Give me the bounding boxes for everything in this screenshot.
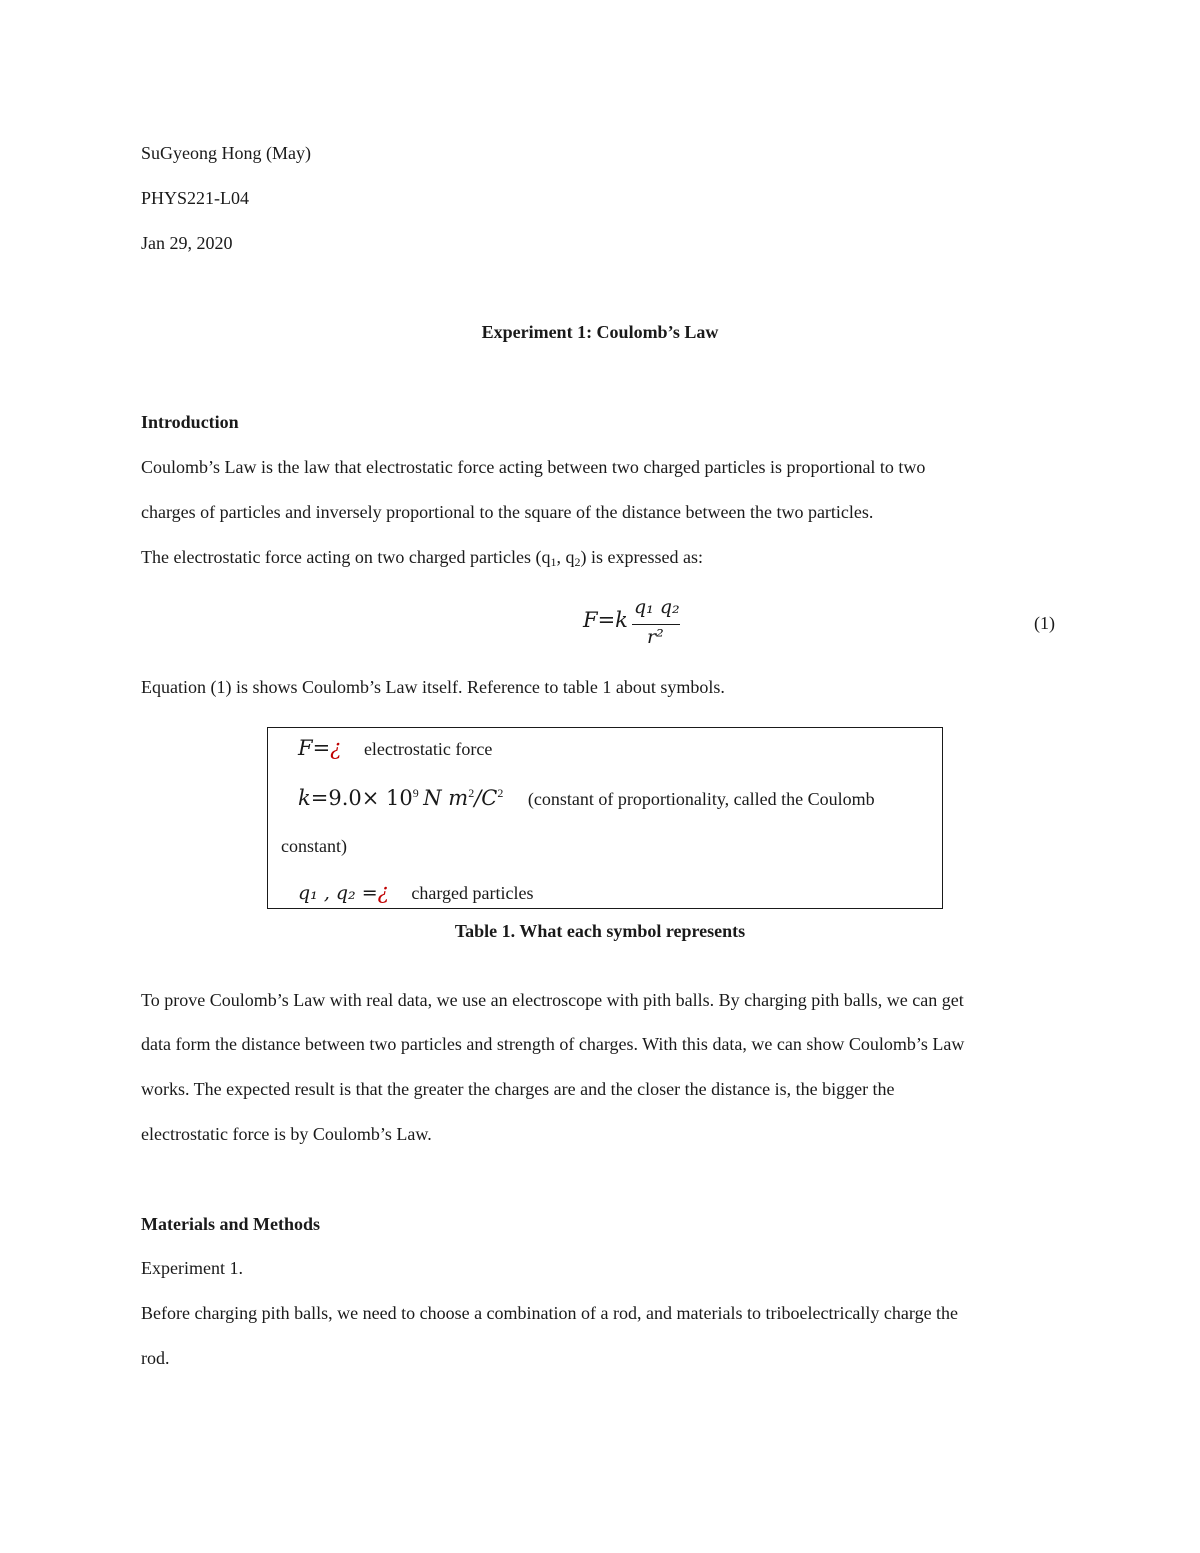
methods-subheading: Experiment 1. bbox=[141, 1258, 243, 1278]
equation-lhs: F=k bbox=[583, 608, 628, 632]
symbol-row-constant-cont: constant) bbox=[281, 836, 347, 856]
symbol-row-force: F=¿ electrostatic force bbox=[298, 736, 493, 760]
symbol-row-charges: q₁ , q₂ =¿ charged particles bbox=[298, 880, 534, 904]
report-date: Jan 29, 2020 bbox=[141, 233, 233, 253]
intro-expression-line: The electrostatic force acting on two charged particles ($q_1$, $q_2$) is expressed as: bbox=[141, 547, 703, 569]
equation-denominator: r² bbox=[647, 626, 664, 648]
course-code: PHYS221-L04 bbox=[141, 188, 250, 208]
body-paragraph-line: electrostatic force is by Coulomb’s Law. bbox=[141, 1124, 432, 1144]
table-caption: Table 1. What each symbol represents bbox=[454, 921, 746, 941]
equation-numerator: q₁ q₂ bbox=[634, 596, 680, 618]
methods-paragraph-line: rod. bbox=[141, 1348, 170, 1368]
fraction-bar bbox=[632, 624, 680, 625]
introduction-heading: Introduction bbox=[141, 412, 239, 432]
symbol-row-constant: $k=9.0\times 10^9$ N $m^2/C^2$ (constant of proportionality, called the Coulomb bbox=[298, 786, 875, 810]
coulomb-equation bbox=[583, 596, 693, 652]
intro-paragraph-line: charges of particles and inversely proportional to the square of the distance between the two particles. bbox=[141, 502, 874, 522]
body-paragraph-line: works. The expected result is that the greater the charges are and the closer the distance is, the bigger the bbox=[141, 1079, 895, 1099]
author-name: SuGyeong Hong (May) bbox=[141, 143, 311, 163]
methods-heading: Materials and Methods bbox=[141, 1214, 320, 1234]
body-paragraph-line: To prove Coulomb’s Law with real data, we use an electroscope with pith balls. By charging pith balls, we can get bbox=[141, 990, 964, 1010]
symbol-table bbox=[267, 727, 943, 909]
page-title: Experiment 1: Coulomb’s Law bbox=[481, 322, 719, 342]
intro-paragraph-line: Coulomb’s Law is the law that electrostatic force acting between two charged particles is proportional to two bbox=[141, 457, 926, 477]
methods-paragraph-line: Before charging pith balls, we need to choose a combination of a rod, and materials to triboelectrically charge the bbox=[141, 1303, 959, 1323]
equation-number: (1) bbox=[1034, 613, 1055, 633]
equation-note: Equation (1) is shows Coulomb’s Law itself. Reference to table 1 about symbols. bbox=[141, 677, 725, 697]
body-paragraph-line: data form the distance between two particles and strength of charges. With this data, we can show Coulomb’s Law bbox=[141, 1034, 965, 1054]
